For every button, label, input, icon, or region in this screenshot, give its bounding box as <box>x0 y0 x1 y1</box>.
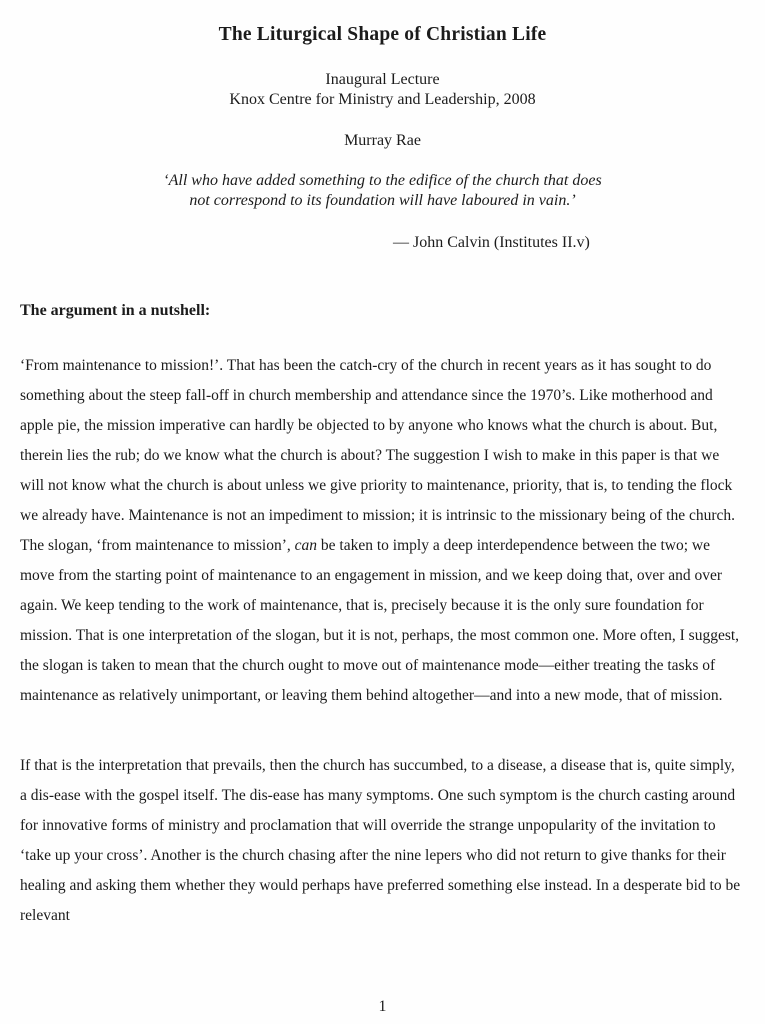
author-name: Murray Rae <box>344 132 421 150</box>
subtitle-line-institution: Knox Centre for Ministry and Leadership, 2008 <box>229 91 536 109</box>
epigraph-quote <box>20 171 745 211</box>
epigraph-quote-line-2: not correspond to its foundation will have laboured in vain.’ <box>189 192 576 210</box>
document-title: The Liturgical Shape of Christian Life <box>218 24 547 46</box>
lecture-subtitle <box>20 70 745 110</box>
section-heading: The argument in a nutshell: <box>20 302 211 320</box>
paragraph-1-emphasis-word: can <box>294 537 318 555</box>
subtitle-line-lecture: Inaugural Lecture <box>325 71 440 89</box>
epigraph-quote-line-1: ‘All who have added something to the edifice of the church that does <box>163 172 602 190</box>
epigraph-attribution: — John Calvin (Institutes II.v) <box>393 234 590 252</box>
paragraph-1-text-before-emphasis: ‘From maintenance to mission!’. That has been the catch-cry of the church in recent years as it has sought to do something about the steep fall-off in church membership and attendance since the 1970’s. Like motherhood and apple pie, the mission imperative can hardly be objected to by anyone who knows what the church is about. But, therein lies the rub; do we know what the church is about? The suggestion I wish to make in this paper is that we will not know what the church is about unless we give priority to maintenance, priority, that is, to tending the flock we already have. Maintenance is not an impediment to mission; it is intrinsic to the missionary being of the church. The slogan, ‘from maintenance to mission’, <box>20 357 735 555</box>
body-paragraph-1 <box>20 351 745 711</box>
body-paragraph-2: If that is the interpretation that prevails, then the church has succumbed, to a disease, a disease that is, quite simply, a dis-ease with the gospel itself. The dis-ease has many symptoms. One such symptom is the church casting around for innovative forms of ministry and proclamation that will override the strange unpopularity of the invitation to ‘take up your cross’. Another is the church chasing after the nine lepers who did not return to give thanks for their healing and asking them whether they would perhaps have preferred something else instead. In a desperate bid to be relevant <box>20 757 741 925</box>
paragraph-1-text-after-emphasis: be taken to imply a deep interdependence between the two; we move from the starting point of maintenance to an engagement in mission, and we keep doing that, over and over again. We keep tending to the work of maintenance, that is, precisely because it is the only sure foundation for mission. That is one interpretation of the slogan, but it is not, perhaps, the most common one. More often, I suggest, the slogan is taken to mean that the church ought to move out of maintenance mode—either treating the tasks of maintenance as relatively unimportant, or leaving them behind altogether—and into a new mode, that of mission. <box>20 537 740 705</box>
page-number: 1 <box>378 998 387 1015</box>
